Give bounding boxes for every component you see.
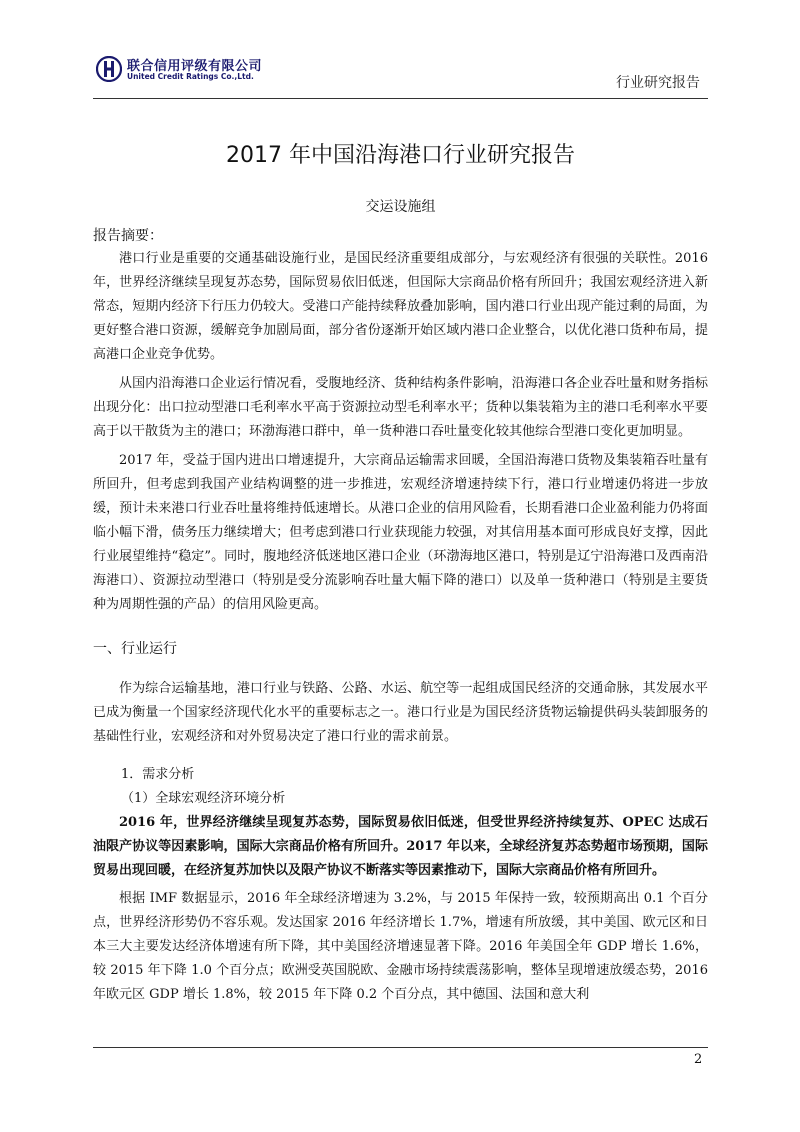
page-number: 2 xyxy=(694,1052,703,1067)
page-header xyxy=(93,50,708,98)
subsection-heading: 1．需求分析 xyxy=(121,767,195,782)
document-body xyxy=(93,100,708,1007)
subsubsection-heading: （1）全球宏观经济环境分析 xyxy=(121,791,286,806)
body-paragraph: 根据 IMF 数据显示，2016 年全球经济增速为 3.2%，与 2015 年保持一致，较预期高出 0.1 个百分点，世界经济形势仍不容乐观。发达国家 2016 年经济增长 1.7%，增速有所放缓，其中美国、欧元区和日本三大主要发达经济体增速有所下降，其中美国经济增速显著下降。2016 年美国全年 GDP 增长 1.6%，较 2015 年下降 1.0 个百分点；欧洲受英国脱欧、金融市场持续震荡影响，整体呈现增速放缓态势，2016 年欧元区 GDP 增长 1.8%，较 2015 年下降 0.2 个百分点，其中德国、法国和意大利 xyxy=(93,891,708,1002)
company-name-en: United Credit Ratings Co.,Ltd. xyxy=(127,72,254,81)
key-finding-paragraph: 2016 年，世界经济继续呈现复苏态势，国际贸易依旧低迷，但受世界经济持续复苏、OPEC 达成石油限产协议等因素影响，国际大宗商品价格有所回升。2017 年以来，全球经济复苏态势超市场预期，国际贸易出现回暖，在经济复苏加快以及限产协议不断落实等因素推动下，国际大宗商品价格有所回升。 xyxy=(93,815,708,878)
abstract-paragraph: 港口行业是重要的交通基础设施行业，是国民经济重要组成部分，与宏观经济有很强的关联性。2016 年，世界经济继续呈现复苏态势，国际贸易依旧低迷，但国际大宗商品价格有所回升；我国宏观经济进入新常态，短期内经济下行压力仍较大。受港口产能持续释放叠加影响，国内港口行业出现产能过剩的局面，为更好整合港口资源，缓解竞争加剧局面，部分省份逐渐开始区域内港口企业整合，以优化港口货种布局，提高港口企业竞争优势。 xyxy=(93,251,708,362)
section-heading: 一、行业运行 xyxy=(93,641,177,657)
abstract-label: 报告摘要： xyxy=(93,228,163,244)
report-title: 2017 年中国沿海港口行业研究报告 xyxy=(226,143,575,168)
company-name-cn: 联合信用评级有限公司 xyxy=(127,59,263,74)
section-paragraph: 作为综合运输基地，港口行业与铁路、公路、水运、航空等一起组成国民经济的交通命脉，其发展水平已成为衡量一个国家经济现代化水平的重要标志之一。港口行业是为国民经济货物运输提供码头装卸服务的基础性行业，宏观经济和对外贸易决定了港口行业的需求前景。 xyxy=(93,681,708,744)
report-type: 行业研究报告 xyxy=(616,75,700,91)
header-divider xyxy=(93,98,708,99)
company-logo-icon xyxy=(96,56,122,82)
abstract-paragraph: 从国内沿海港口企业运行情况看，受腹地经济、货种结构条件影响，沿海港口各企业吞吐量和财务指标出现分化：出口拉动型港口毛利率水平高于资源拉动型毛利率水平；货种以集装箱为主的港口毛利率水平要高于以干散货为主的港口；环渤海港口群中，单一货种港口吞吐量变化较其他综合型港口变化更加明显。 xyxy=(93,376,708,439)
author-group: 交运设施组 xyxy=(365,199,436,215)
abstract-paragraph: 2017 年，受益于国内进出口增速提升，大宗商品运输需求回暖，全国沿海港口货物及集装箱吞吐量有所回升，但考虑到我国产业结构调整的进一步推进，宏观经济增速持续下行，港口行业增速仍将进一步放缓，预计未来港口行业吞吐量将维持低速增长。从港口企业的信用风险看，长期看港口企业盈利能力仍将面临小幅下滑，债务压力继续增大；但考虑到港口行业获现能力较强，对其信用基本面可形成良好支撑，因此行业展望维持“稳定”。同时，腹地经济低迷地区港口企业（环渤海地区港口，特别是辽宁沿海港口及西南沿海港口）、资源拉动型港口（特别是受分流影响吞吐量大幅下降的港口）以及单一货种港口（特别是主要货种为周期性强的产品）的信用风险更高。 xyxy=(93,453,708,612)
footer-divider xyxy=(93,1047,708,1048)
